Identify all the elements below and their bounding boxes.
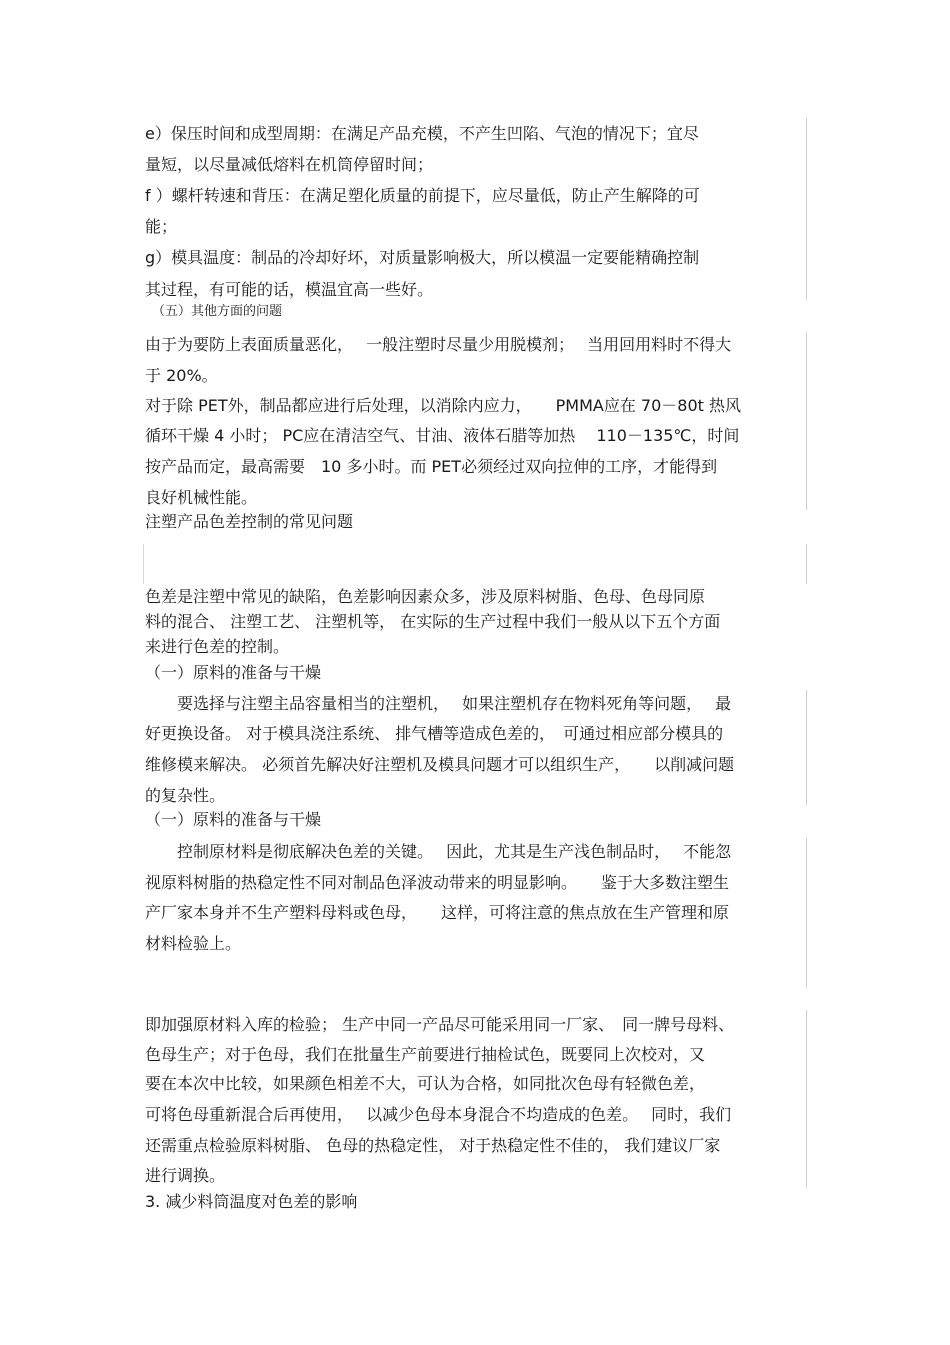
margin-rule: [143, 544, 144, 584]
paragraph-line: e）保压时间和成型周期：在满足产品充模，不产生凹陷、气泡的情况下；宜尽: [145, 124, 699, 143]
margin-rule: [806, 544, 807, 584]
section-heading: 注塑产品色差控制的常见问题: [145, 512, 354, 531]
paragraph-line: 良好机械性能。: [145, 488, 258, 507]
margin-rule: [806, 838, 807, 988]
paragraph-line: g）模具温度：制品的冷却好坏，对质量影响极大，所以模温一定要能精确控制: [145, 248, 700, 267]
paragraph-line: 材料检验上。: [145, 934, 242, 953]
margin-rule: [806, 690, 807, 805]
paragraph-line: 要选择与注塑主品容量相当的注塑机， 如果注塑机存在物料死角等问题， 最: [145, 694, 732, 713]
paragraph-line: 进行调换。: [145, 1166, 226, 1185]
paragraph-line: 循环干燥 4 小时； PC应在清洁空气、甘油、液体石腊等加热 110－135℃，时间: [145, 426, 740, 445]
paragraph-line: 还需重点检验原料树脂、 色母的热稳定性， 对于热稳定性不佳的， 我们建议厂家: [145, 1136, 721, 1155]
paragraph-line: f ）螺杆转速和背压：在满足塑化质量的前提下，应尽量低，防止产生解降的可: [145, 186, 700, 205]
paragraph-line: 可将色母重新混合后再使用， 以减少色母本身混合不均造成的色差。 同时，我们: [145, 1105, 732, 1124]
section-heading: 3. 减少料筒温度对色差的影响: [145, 1192, 358, 1211]
section-heading: （一）原料的准备与干燥: [145, 663, 322, 682]
paragraph-line: 来进行色差的控制。: [145, 637, 290, 656]
paragraph-line: 量短，以尽量减低熔料在机筒停留时间；: [145, 155, 434, 174]
paragraph-line: 料的混合、 注塑工艺、 注塑机等， 在实际的生产过程中我们一般从以下五个方面: [145, 612, 721, 631]
paragraph-line: 能；: [145, 217, 178, 236]
margin-rule: [806, 118, 807, 300]
paragraph-line: 按产品而定，最高需要 10 多小时。而 PET必须经过双向拉伸的工序，才能得到: [145, 457, 718, 476]
paragraph-line: 其过程，有可能的话，模温宜高一些好。: [145, 280, 434, 299]
paragraph-line: 由于为要防上表面质量恶化， 一般注塑时尽量少用脱模剂； 当用回用料时不得大: [145, 335, 732, 354]
paragraph-line: 色差是注塑中常见的缺陷，色差影响因素众多，涉及原料树脂、色母、色母同原: [145, 587, 706, 606]
paragraph-line: 对于除 PET外，制品都应进行后处理，以消除内应力， PMMA应在 70－80t 热风: [145, 396, 741, 415]
paragraph-line: 即加强原材料入库的检验； 生产中同一产品尽可能采用同一厂家、 同一牌号母料、: [145, 1015, 735, 1034]
paragraph-line: 要在本次中比较，如果颜色相差不大，可认为合格，如同批次色母有轻微色差，: [145, 1074, 706, 1093]
paragraph-line: 于 20%。: [145, 366, 218, 385]
paragraph-line: 色母生产；对于色母，我们在批量生产前要进行抽检试色，既要同上次校对，又: [145, 1045, 706, 1064]
section-heading: （一）原料的准备与干燥: [145, 810, 322, 829]
margin-rule: [806, 332, 807, 510]
paragraph-line: 维修模来解决。 必须首先解决好注塑机及模具问题才可以组织生产， 以削减问题: [145, 755, 735, 774]
paragraph-line: 产厂家本身并不生产塑料母料或色母， 这样，可将注意的焦点放在生产管理和原: [145, 903, 730, 922]
section-heading: （五）其他方面的问题: [152, 304, 283, 319]
paragraph-line: 控制原材料是彻底解决色差的关键。 因此，尤其是生产浅色制品时， 不能忽: [145, 842, 732, 861]
paragraph-line: 的复杂性。: [145, 786, 226, 805]
margin-rule: [806, 1010, 807, 1188]
paragraph-line: 好更换设备。 对于模具浇注系统、 排气槽等造成色差的， 可通过相应部分模具的: [145, 724, 724, 743]
paragraph-line: 视原料树脂的热稳定性不同对制品色泽波动带来的明显影响。 鉴于大多数注塑生: [145, 873, 730, 892]
